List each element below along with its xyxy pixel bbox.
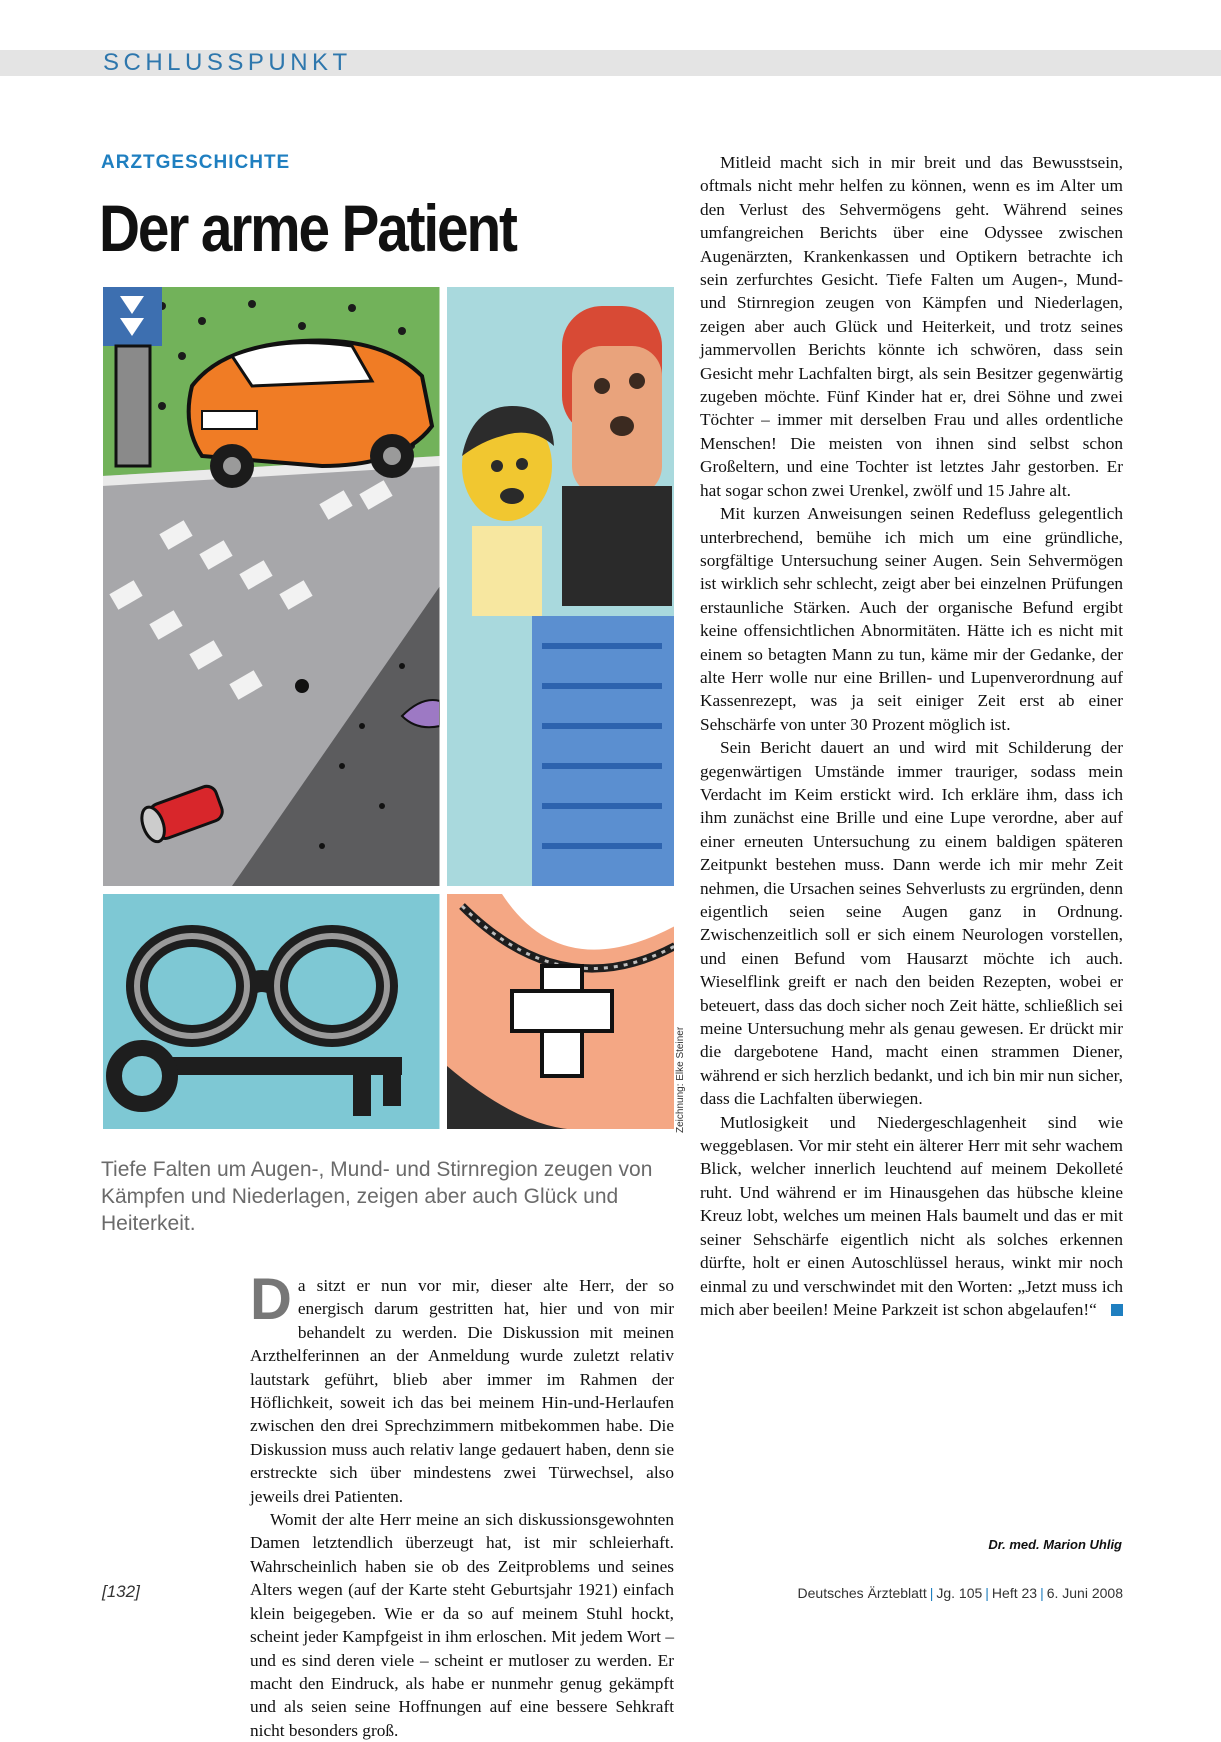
paragraph-6 bbox=[700, 1111, 1123, 1322]
cross-necklace-panel bbox=[447, 894, 675, 1130]
journal-issue: Heft 23 bbox=[991, 1585, 1038, 1601]
article-illustration bbox=[102, 286, 675, 1130]
paragraph-4: Mit kurzen Anweisungen seinen Redefluss gelegentlich unterbrechend, bemühe ich mich um eine gründliche, sorgfältige Untersuchung seiner Augen. Sein Sehvermögen ist wirklich sehr schlecht, zeigt aber bei einzelnen Prüfungen erstaunliche Stärken. Auch der organische Befund ergibt keine offensichtlichen Abnormitäten. Hätte ich es nicht mit einem so betagten Mann zu tun, käme mir der Gedanke, der alte Herr wolle nur eine Brillen- und Lupenverordnung auf Kassenrezept, was ja seit einiger Zeit erst ab einer Sehschärfe von unter 30 Prozent möglich ist. bbox=[700, 504, 1123, 734]
paragraph-1 bbox=[250, 1267, 674, 1508]
street-scene-panel bbox=[102, 286, 440, 886]
paragraph-2: Womit der alte Herr meine an sich diskussionsgewohnten Damen letztendlich überzeugt hat, ist mir schleierhaft. Wahrscheinlich haben sie ob des Zeitproblems und seines Alters wegen (auf der Karte steht Geburtsjahr 1921) einfach klein beigegeben. Wie er da so auf meinem Stuhl hockt, scheint jeder Kampfgeist in ihm erloschen. Mit jedem Wort – und es sind deren viele – scheint er mutloser zu werden. Er macht den Eindruck, als habe er nunmehr genug gekämpft und als seien seine Hoffnungen auf eine bessere Sehkraft nicht besonders groß. bbox=[250, 1510, 674, 1740]
journal-date: 6. Juni 2008 bbox=[1046, 1585, 1123, 1601]
author-name: Dr. med. Marion Uhlig bbox=[988, 1537, 1122, 1552]
section-title: SCHLUSSPUNKT bbox=[103, 49, 352, 76]
paragraph-3: Mitleid macht sich in mir breit und das Bewusstsein, oftmals nicht mehr helfen zu können, wenn es im Alter um den Verlust des Sehvermögens geht. Während seines umfangreichen Berichts über eine Odyssee zwischen Augenärzten, Krankenkassen und Optikern betrachte ich sein zerfurchtes Gesicht. Tiefe Falten um Augen-, Mund- und Stirnregion zeugen von Kämpfen und Niederlagen, zeigen aber auch Glück und Heiterkeit, und trotz seines jammervollen Berichts könnte ich schwören, dass sein Gesicht mehr Lachfalten birgt, als sein Besitzer gegenwärtig zugeben möchte. Fünf Kinder hat er, drei Söhne und zwei Töchter – immer mit derselben Frau und alles ordentliche Menschen! Die meisten von ihnen sind selbst schon Großeltern, und eine Tochter ist letztes Jahr gestorben. Er hat sogar schon zwei Urenkel, zwölf und 15 Jahre alt. bbox=[700, 153, 1123, 500]
text-column-1 bbox=[250, 1267, 674, 1742]
footer-journal-info bbox=[798, 1585, 1123, 1601]
paragraph-1-text: a sitzt er nun vor mir, dieser alte Herr, der so energisch darum gestritten hat, hier und von mir behandelt zu werden. Die Diskussion mit meinen Arzthelferinnen an der Anmeldung wurde zuletzt relativ lautstark geführt, blieb aber immer im Rahmen der Höflichkeit, soweit ich das bei meinem Hin-und-Herlaufen zwischen den drei Sprechzimmern mitbekommen habe. Die Diskussion muss auch relativ lange gedauert haben, denn sie erstreckte sich über mindestens zwei Türwechsel, also jeweils drei Patienten. bbox=[250, 1276, 674, 1506]
paragraph-5: Sein Bericht dauert an und wird mit Schilderung der gegenwärtigen Umstände immer trauriger, sodass mein Verdacht im Keim erstickt wird. Ich erkläre ihm, dass ich ihm zunächst eine Brille und eine Lupe verordne, aber auf einer erneuten Untersuchung zu einem baldigen späteren Zeitpunkt bestehen muss. Dann werde ich mir mehr Zeit nehmen, die Ursachen seines Sehverlusts zu ergründen, denn eigentlich seien seine Augen ganz in Ordnung. Zwischenzeitlich soll er sich einem Neurologen vorstellen, und einen Befund vom Hausarzt möchte ich auch. Wieselflink greift er nach den beiden Rezepten, wobei er beteuert, dass das doch sicher noch Zeit hätte, schließlich sei meine Untersuchung mehr als genau gewesen. Er drückt mir die dargebotene Hand, macht einen strammen Diener, während er sich herzlich bedankt, und ich bin mir nun sicher, dass die Lachfalten überwiegen. bbox=[700, 738, 1123, 1109]
article-kicker: ARZTGESCHICHTE bbox=[101, 152, 291, 173]
text-column-2 bbox=[700, 151, 1123, 1321]
paragraph-6-text: Mutlosigkeit und Niedergeschlagenheit sind wie weggeblasen. Vor mir steht ein älterer Herr mit sehr wachem Blick, welcher innerlich leuchtend auf meinem Dekolleté ruht. Und während er im Hinausgehen das hübsche kleine Kreuz lobt, welches um meinen Hals baumelt und das er mit seiner Sehschärfe eigentlich nicht als solches erkennen dürfte, holt er einen Autoschlüssel heraus, winkt mir noch einmal zu und verschwindet mit den Worten: „Jetzt muss ich mich aber beeilen! Meine Parkzeit ist schon abgelaufen!“ bbox=[700, 1112, 1123, 1319]
separator-icon: | bbox=[929, 1585, 934, 1601]
article-title: Der arme Patient bbox=[99, 191, 516, 265]
journal-name: Deutsches Ärzteblatt bbox=[797, 1585, 927, 1601]
journal-volume: Jg. 105 bbox=[936, 1585, 983, 1601]
image-credit: Zeichnung: Elke Steiner bbox=[675, 1026, 686, 1133]
end-mark-icon bbox=[1111, 1304, 1123, 1316]
image-caption: Tiefe Falten um Augen-, Mund- und Stirnregion zeugen von Kämpfen und Niederlagen, zeigen aber auch Glück und Heiterkeit. bbox=[101, 1158, 653, 1235]
page-number: [132] bbox=[102, 1582, 140, 1601]
faces-panel bbox=[447, 286, 675, 886]
separator-icon: | bbox=[985, 1585, 989, 1601]
glasses-panel bbox=[102, 894, 440, 1130]
separator-icon: | bbox=[1040, 1585, 1044, 1601]
drop-cap: D bbox=[250, 1267, 292, 1332]
